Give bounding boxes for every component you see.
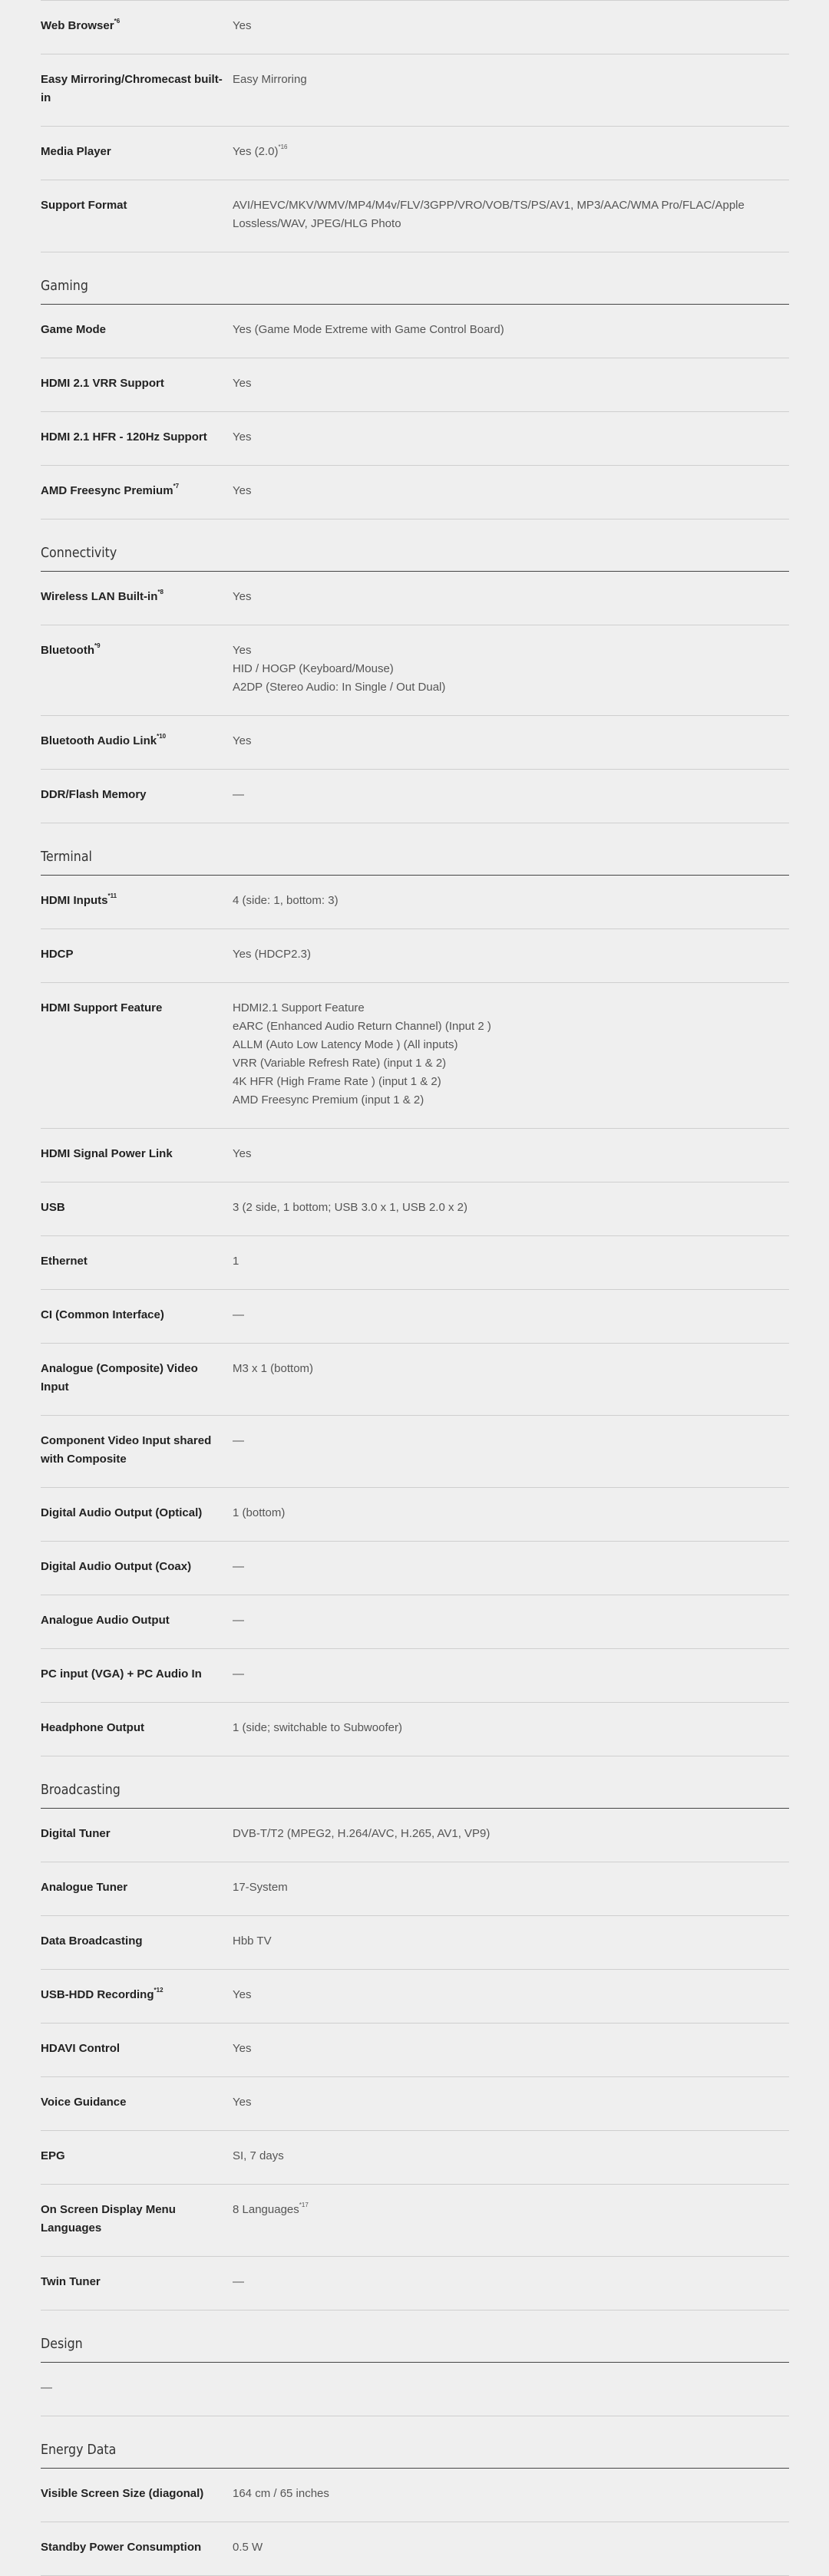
spec-value-line: — [233, 1308, 244, 1321]
footnote-marker: *10 [157, 733, 167, 740]
spec-row-twin-tuner [41, 2257, 789, 2310]
spec-value [233, 2040, 789, 2058]
spec-value-line: Yes [233, 484, 252, 497]
spec-value [233, 1199, 789, 1217]
spec-value-line: — [233, 788, 244, 801]
spec-value-line: 3 (2 side, 1 bottom; USB 3.0 x 1, USB 2.0 x 2) [233, 1201, 467, 1214]
spec-value [233, 1719, 789, 1737]
spec-value-line: Yes [233, 19, 252, 32]
spec-value-line: 1 [233, 1255, 239, 1268]
section-header-energy-data [41, 2416, 789, 2469]
section-header-terminal [41, 823, 789, 876]
section-header-gaming [41, 252, 789, 305]
spec-value-line: HID / HOGP (Keyboard/Mouse) [233, 662, 394, 675]
spec-label: Component Video Input shared with Composite [41, 1434, 212, 1466]
spec-value [233, 999, 789, 1110]
spec-value [233, 1145, 789, 1163]
spec-label: Support Format [41, 199, 127, 212]
section-header-broadcasting [41, 1756, 789, 1809]
spec-label: Digital Audio Output (Coax) [41, 1560, 192, 1573]
spec-value [233, 428, 789, 447]
spec-row-game-mode [41, 305, 789, 358]
spec-value-line: Yes [233, 1988, 252, 2001]
spec-row-bluetooth [41, 625, 789, 716]
footnote-marker: *7 [173, 483, 180, 490]
spec-row-headphone-output [41, 1703, 789, 1756]
spec-row-support-format [41, 180, 789, 252]
footnote-marker: *12 [154, 1987, 163, 1994]
spec-value-line: DVB-T/T2 (MPEG2, H.264/AVC, H.265, AV1, VP9) [233, 1827, 490, 1840]
spec-value [233, 1432, 789, 1469]
spec-row-usb-hdd-recording [41, 1970, 789, 2024]
spec-value-line: 1 (bottom) [233, 1506, 286, 1519]
spec-value-line: Yes [233, 734, 252, 747]
spec-label: Data Broadcasting [41, 1934, 143, 1948]
spec-row-digital-audio-output-coax [41, 1542, 789, 1595]
spec-value-line: 17-System [233, 1881, 288, 1894]
spec-label: HDMI 2.1 HFR - 120Hz Support [41, 430, 207, 444]
spec-label: USB [41, 1201, 65, 1214]
spec-label: HDAVI Control [41, 2042, 121, 2055]
spec-value [233, 1611, 789, 1630]
spec-label: HDMI Inputs$^{*11}$ [41, 892, 117, 907]
spec-value [233, 1825, 789, 1843]
spec-label: Bluetooth Audio Link$^{*10}$ [41, 733, 167, 747]
spec-value [233, 1558, 789, 1576]
spec-label: EPG [41, 2149, 65, 2162]
spec-value [233, 1360, 789, 1397]
spec-label: AMD Freesync Premium$^{*7}$ [41, 483, 180, 497]
spec-value-line: Yes [233, 590, 252, 603]
spec-table [41, 0, 789, 2576]
spec-row-on-screen-display-menu-languages [41, 2185, 789, 2257]
section-header-connectivity [41, 519, 789, 572]
spec-label: Digital Tuner [41, 1827, 111, 1840]
spec-label: Analogue Tuner [41, 1881, 128, 1894]
spec-value-line: Yes [233, 2096, 252, 2109]
spec-row-ci-common-interface [41, 1290, 789, 1344]
spec-row-hdavi-control [41, 2024, 789, 2077]
spec-label: Voice Guidance [41, 2096, 127, 2109]
spec-value [233, 1306, 789, 1324]
spec-row-hdmi-2-1-vrr-support [41, 358, 789, 412]
spec-value-line: Yes $(2.0)^{*16}$ [233, 143, 288, 158]
spec-row-easy-mirroring-chromecast-built-in [41, 54, 789, 127]
spec-label: DDR/Flash Memory [41, 788, 147, 801]
spec-row-component-video-input-shared-with-composite [41, 1416, 789, 1488]
section-title: Broadcasting [41, 1782, 121, 1798]
spec-row-bluetooth-audio-link [41, 716, 789, 770]
spec-value-line: A2DP (Stereo Audio: In Single / Out Dual) [233, 681, 446, 694]
spec-value [233, 1878, 789, 1897]
spec-value-line: Yes [233, 1147, 252, 1160]
spec-value-line: VRR (Variable Refresh Rate) (input 1 & 2) [233, 1057, 447, 1070]
spec-row-hdmi-inputs [41, 876, 789, 929]
spec-label: Game Mode [41, 323, 107, 336]
spec-value [233, 2273, 789, 2291]
section-title: Energy Data [41, 2442, 117, 2458]
spec-value [233, 1252, 789, 1271]
spec-label: HDCP [41, 948, 74, 961]
spec-value-line: Yes [233, 2042, 252, 2055]
spec-value-line: Yes [233, 377, 252, 390]
section-header-design [41, 2310, 789, 2363]
spec-value [233, 588, 789, 606]
spec-value [233, 945, 789, 964]
spec-value-line: AMD Freesync Premium (input 1 & 2) [233, 1093, 424, 1107]
spec-row-data-broadcasting [41, 1916, 789, 1970]
spec-row-media-player [41, 127, 789, 180]
spec-row-voice-guidance [41, 2077, 789, 2131]
spec-value [233, 2093, 789, 2112]
spec-row-analogue-tuner [41, 1862, 789, 1916]
spec-value [233, 2485, 789, 2503]
spec-label: Bluetooth$^{*9}$ [41, 642, 101, 657]
section-title: Terminal [41, 849, 92, 865]
spec-label: Visible Screen Size (diagonal) [41, 2487, 204, 2500]
spec-label: HDMI Support Feature [41, 1001, 163, 1014]
spec-value [233, 1665, 789, 1684]
spec-value [233, 892, 789, 910]
spec-value [233, 374, 789, 393]
spec-row-hdmi-signal-power-link [41, 1129, 789, 1182]
footnote-marker: *8 [157, 589, 163, 595]
spec-value-line: — [233, 1434, 244, 1447]
spec-value-line: Hbb TV [233, 1934, 272, 1948]
spec-value-line: M3 x 1 (bottom) [233, 1362, 314, 1375]
spec-row-digital-audio-output-optical [41, 1488, 789, 1542]
spec-value-line: SI, 7 days [233, 2149, 284, 2162]
spec-value-line: 0.5 W [233, 2541, 263, 2554]
spec-value [233, 642, 789, 697]
footnote-marker: *6 [114, 18, 121, 25]
spec-value [233, 196, 789, 233]
section-title: Connectivity [41, 545, 117, 561]
spec-label: USB-HDD Recording$^{*12}$ [41, 1987, 163, 2001]
spec-value-line: 1 (side; switchable to Subwoofer) [233, 1721, 402, 1734]
spec-label: Standby Power Consumption [41, 2541, 202, 2554]
spec-value [233, 1932, 789, 1951]
spec-value [233, 1504, 789, 1522]
spec-value-line: 4 (side: 1, bottom: 3) [233, 894, 339, 907]
section-title: Design [41, 2336, 83, 2352]
spec-value-line: Yes [233, 430, 252, 444]
spec-label: CI (Common Interface) [41, 1308, 164, 1321]
spec-value [233, 2538, 789, 2557]
spec-value-line: HDMI2.1 Support Feature [233, 1001, 365, 1014]
spec-label: Twin Tuner [41, 2275, 101, 2288]
spec-label: Web Browser$^{*6}$ [41, 18, 121, 32]
spec-value-line: Yes (HDCP2.3) [233, 948, 311, 961]
spec-value-line: — [233, 1614, 244, 1627]
spec-label: Headphone Output [41, 1721, 144, 1734]
spec-value [233, 2201, 789, 2238]
spec-value-line: 4K HFR (High Frame Rate ) (input 1 & 2) [233, 1075, 441, 1088]
spec-row-amd-freesync-premium [41, 466, 789, 519]
spec-label: PC input (VGA) + PC Audio In [41, 1667, 202, 1681]
spec-value [233, 321, 789, 339]
spec-value-line: Yes (Game Mode Extreme with Game Control Board) [233, 323, 504, 336]
spec-row-analogue-composite-video-input [41, 1344, 789, 1416]
spec-label: HDMI 2.1 VRR Support [41, 377, 164, 390]
spec-value [233, 786, 789, 804]
spec-row-hdmi-2-1-hfr-120hz-support [41, 412, 789, 466]
footnote-marker: *11 [107, 892, 117, 899]
spec-row-ethernet [41, 1236, 789, 1290]
spec-row-pc-input-vga-pc-audio-in [41, 1649, 789, 1703]
spec-label: Analogue Audio Output [41, 1614, 170, 1627]
spec-value [233, 143, 789, 161]
spec-label: Media Player [41, 145, 111, 158]
spec-value-line: 8 Languages$^{*17}$ [233, 2202, 309, 2216]
footnote-marker: *9 [94, 642, 101, 649]
spec-value [233, 71, 789, 107]
spec-row-wireless-lan-built-in [41, 572, 789, 625]
spec-row-ddr-flash-memory [41, 770, 789, 823]
spec-label: On Screen Display Menu Languages [41, 2203, 176, 2235]
spec-value [233, 2147, 789, 2165]
spec-value-line: ALLM (Auto Low Latency Mode ) (All inputs) [233, 1038, 458, 1051]
spec-row-hdcp [41, 929, 789, 983]
spec-label: Ethernet [41, 1255, 88, 1268]
spec-row-standby-power-consumption [41, 2522, 789, 2576]
spec-value-line: Yes [233, 644, 252, 657]
spec-row-web-browser [41, 1, 789, 54]
spec-row-usb [41, 1182, 789, 1236]
spec-label: Wireless LAN Built-$in^{*8}$ [41, 589, 163, 603]
spec-label: Digital Audio Output (Optical) [41, 1506, 203, 1519]
spec-value-line: 164 cm / 65 inches [233, 2487, 329, 2500]
spec-row-visible-screen-size-diagonal [41, 2469, 789, 2522]
spec-value-line: — [233, 1667, 244, 1681]
section-empty-value: — [41, 2363, 789, 2416]
spec-label: Analogue (Composite) Video Input [41, 1362, 198, 1394]
spec-row-hdmi-support-feature [41, 983, 789, 1129]
spec-value-line: Easy Mirroring [233, 73, 307, 86]
spec-value [233, 482, 789, 500]
spec-label: HDMI Signal Power Link [41, 1147, 173, 1160]
spec-value-line: — [233, 1560, 244, 1573]
spec-value [233, 1986, 789, 2004]
spec-value-line: — [233, 2275, 244, 2288]
spec-value [233, 17, 789, 35]
spec-row-epg [41, 2131, 789, 2185]
spec-label: Easy Mirroring/Chromecast built-in [41, 73, 223, 104]
spec-value-line: AVI/HEVC/MKV/WMV/MP4/M4v/FLV/3GPP/VRO/VOB/TS/PS/AV1, MP3/AAC/WMA Pro/FLAC/Apple Lossless/WAV, JPEG/HLG Photo [233, 199, 745, 230]
spec-row-digital-tuner [41, 1809, 789, 1862]
spec-row-analogue-audio-output [41, 1595, 789, 1649]
section-title: Gaming [41, 278, 88, 294]
spec-value [233, 732, 789, 750]
spec-value-line: eARC (Enhanced Audio Return Channel) (Input 2 ) [233, 1020, 491, 1033]
